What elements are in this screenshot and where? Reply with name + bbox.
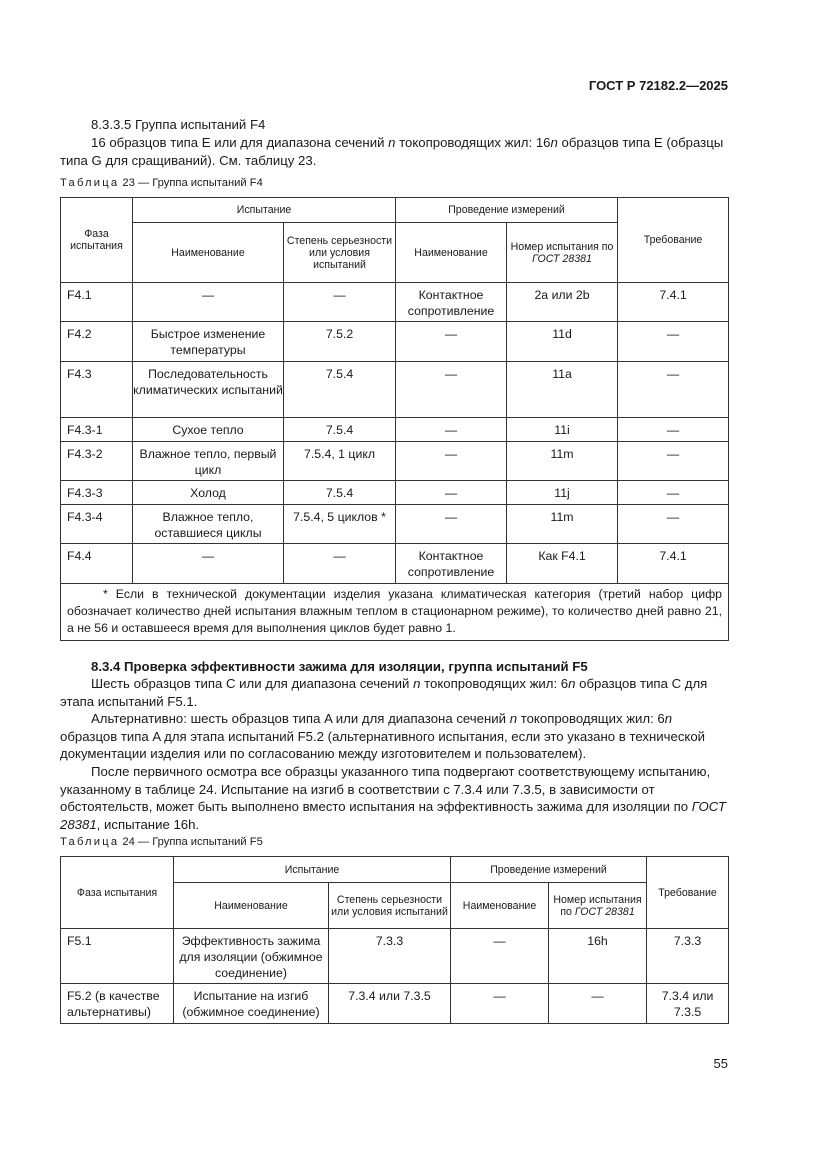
table-23-caption: Таблица 23 — Группа испытаний F4	[60, 177, 263, 189]
table-row: F4.4 — — Контактное сопротивление Как F4.1 7.4.1	[61, 544, 729, 584]
table-24-caption: Таблица 24 — Группа испытаний F5	[60, 836, 263, 848]
table-row: F4.3-2 Влажное тепло, первый цикл 7.5.4, 1 цикл — 11m —	[61, 442, 729, 481]
table-23	[60, 197, 729, 641]
page-number: 55	[713, 1056, 728, 1071]
table-24	[60, 856, 729, 1024]
header-measurement: Проведение измерений	[396, 198, 618, 223]
table-row: F4.2 Быстрое изменение температуры 7.5.2 — 11d —	[61, 322, 729, 362]
table-row: F4.3-4 Влажное тепло, оставшиеся циклы 7.5.4, 5 циклов * — 11m —	[61, 505, 729, 544]
table-row: F4.1 — — Контактное сопротивление 2a или 2b 7.4.1	[61, 283, 729, 322]
header-requirement: Требование	[647, 857, 729, 929]
header-measurement: Проведение измерений	[451, 857, 647, 883]
header-measurement-name: Наименование	[451, 883, 549, 929]
section-heading-8335: 8.3.3.5 Группа испытаний F4	[91, 117, 266, 132]
table-23-footnote: * Если в технической документации изделия указана климатическая категория (третий набор цифр обозначает количество дней испытания влажным теплом в стационарном режиме), то количество дней равно 21, а не 56 и оставшееся время для выполнения циклов будет равно 1.	[61, 584, 729, 641]
section-heading-834: 8.3.4 Проверка эффективности зажима для изоляции, группа испытаний F5	[91, 659, 588, 674]
section-text-834-p2: Альтернативно: шесть образцов типа A или для диапазона сечений n токопроводящих жил: 6n образцов типа A для этапа испытаний F5.2 (альтернативного испытания, если это указано в технической документации изделия или по согласованию между изготовителем и пользователем).	[60, 711, 706, 761]
header-requirement: Требование	[618, 198, 729, 283]
header-severity: Степень серьезности или условия испытаний	[284, 223, 396, 283]
header-severity: Степень серьезности или условия испытаний	[329, 883, 451, 929]
table-row: F4.3-1 Сухое тепло 7.5.4 — 11i —	[61, 418, 729, 442]
header-phase: Фаза испытания	[61, 857, 174, 929]
table-row: F5.2 (в качестве альтернативы) Испытание на изгиб (обжимное соединение) 7.3.4 или 7.3.5 — — 7.3.4 или 7.3.5	[61, 984, 729, 1024]
header-test-name: Наименование	[133, 223, 284, 283]
header-test-number: Номер испытания по ГОСТ 28381	[507, 223, 618, 283]
header-test-number: Номер испытания по ГОСТ 28381	[549, 883, 647, 929]
section-text-834-p1: Шесть образцов типа C или для диапазона сечений n токопроводящих жил: 6n образцов типа C для этапа испытаний F5.1.	[60, 676, 708, 709]
table-row: F5.1 Эффективность зажима для изоляции (обжимное соединение) 7.3.3 — 16h 7.3.3	[61, 929, 729, 984]
document-number: ГОСТ Р 72182.2—2025	[588, 78, 728, 93]
header-test: Испытание	[174, 857, 451, 883]
header-test: Испытание	[133, 198, 396, 223]
header-measurement-name: Наименование	[396, 223, 507, 283]
header-phase: Фаза испытания	[61, 198, 133, 283]
section-text-834-p3: После первичного осмотра все образцы указанного типа подвергают соответствующему испытанию, указанному в таблице 24. Испытание на изгиб в соответствии с 7.3.4 или 7.3.5, в зависимости от обстоятельств, может быть выполнено вместо испытания на эффективность зажима для изоляции по ГОСТ 28381, испытание 16h.	[60, 764, 726, 832]
table-row: F4.3-3 Холод 7.5.4 — 11j —	[61, 481, 729, 505]
header-test-name: Наименование	[174, 883, 329, 929]
section-text-8335: 16 образцов типа E или для диапазона сечений n токопроводящих жил: 16n образцов типа E (образцы типа G для сращиваний). См. таблицу 23.	[60, 135, 724, 168]
table-row: F4.3 Последовательность климатических испытаний 7.5.4 — 11a —	[61, 362, 729, 418]
